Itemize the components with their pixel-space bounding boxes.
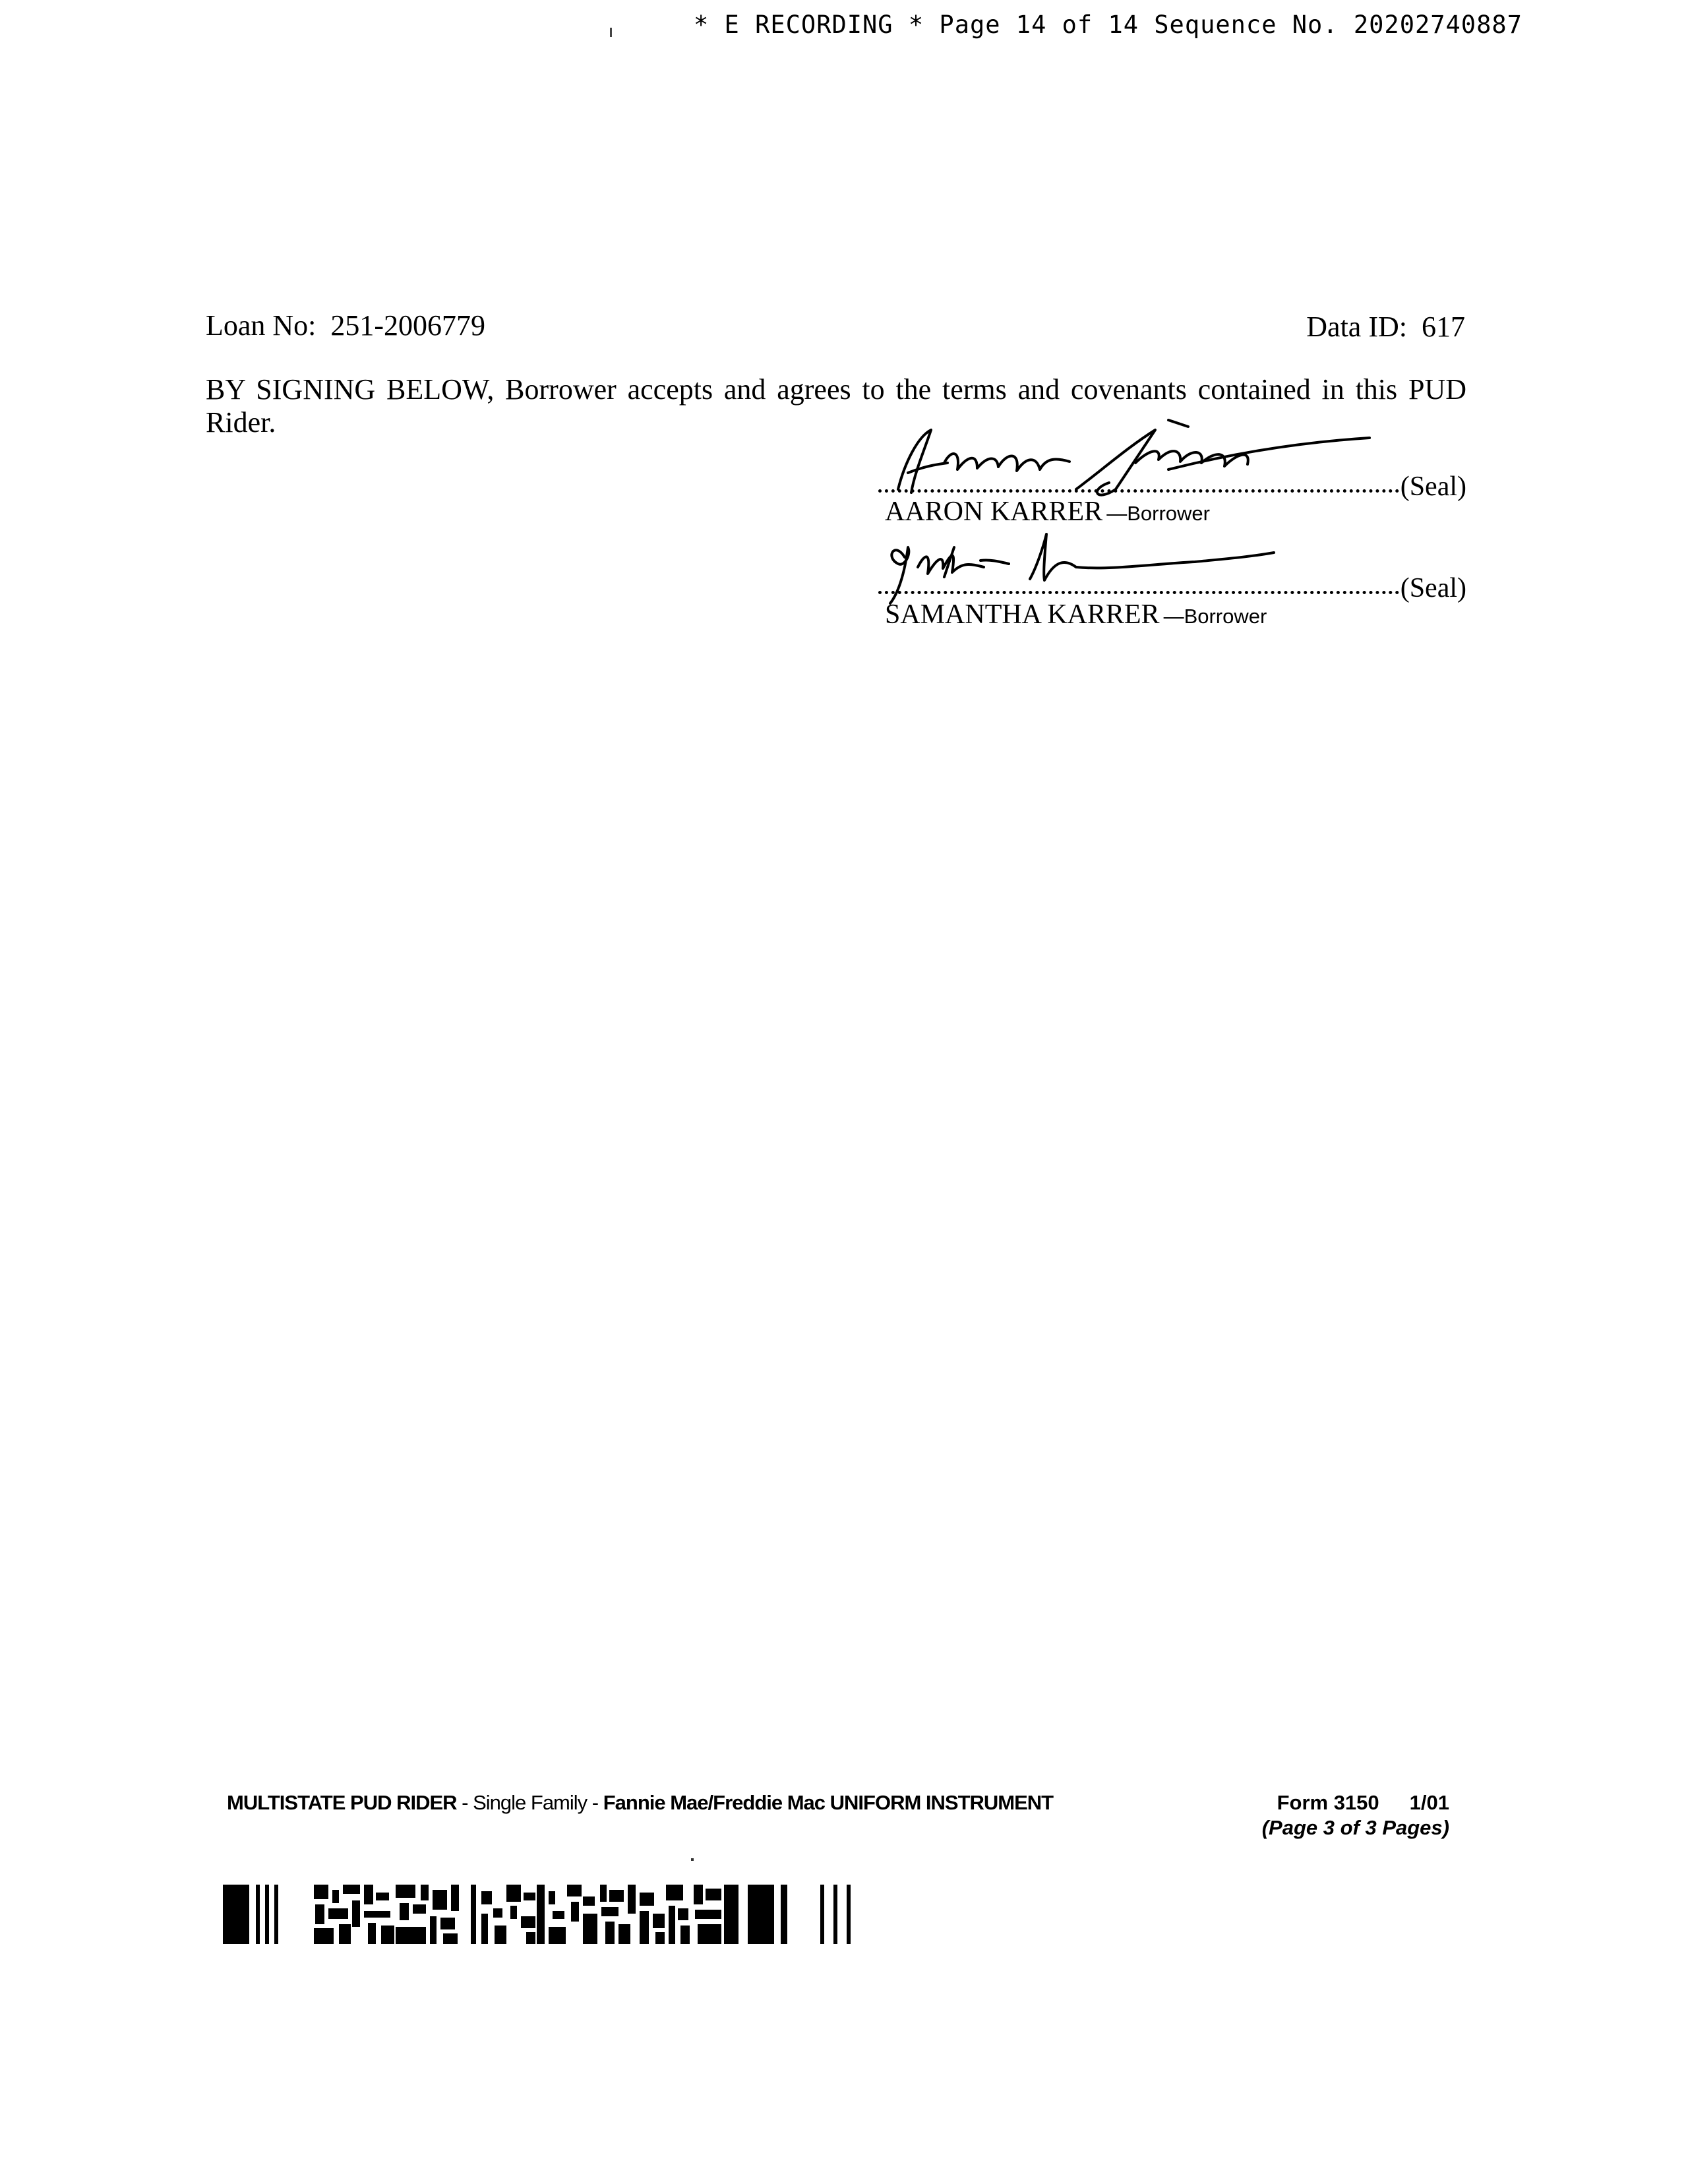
footer-form-number	[1277, 1791, 1449, 1815]
footer-title-part2: - Single Family -	[456, 1791, 603, 1814]
loan-number-line	[206, 309, 485, 342]
signer-role-1: —Borrower	[1106, 502, 1210, 525]
footer-title-part3: Fannie Mae/Freddie Mac UNIFORM INSTRUMENT	[603, 1791, 1054, 1814]
data-id-line	[1306, 310, 1465, 344]
scan-mark	[610, 28, 612, 37]
signer-name-2: SAMANTHA KARRER	[885, 599, 1160, 630]
form-number: Form 3150	[1277, 1791, 1379, 1814]
barcode-image	[223, 1885, 889, 1944]
signing-statement: BY SIGNING BELOW, Borrower accepts and agrees to the terms and covenants contained in this PUD Rider.	[206, 373, 1466, 439]
data-id-value: 617	[1422, 311, 1465, 343]
recording-header: * E RECORDING * Page 14 of 14 Sequence No. 20202740887	[694, 11, 1522, 39]
seal-label-2: (Seal)	[1400, 573, 1466, 603]
loan-number-label: Loan No:	[206, 309, 316, 342]
signer-role-2: —Borrower	[1163, 605, 1267, 628]
signature-line-2	[878, 591, 1399, 594]
signer-1	[885, 496, 1210, 528]
signer-2	[885, 599, 1267, 630]
form-date: 1/01	[1409, 1791, 1449, 1814]
footer-page-count: (Page 3 of 3 Pages)	[1261, 1816, 1449, 1839]
footer-title-part1: MULTISTATE PUD RIDER	[227, 1791, 457, 1814]
footer-form-title	[227, 1791, 1053, 1815]
seal-label-1: (Seal)	[1400, 471, 1466, 502]
scan-dot	[691, 1858, 694, 1861]
loan-number-value: 251-2006779	[330, 309, 486, 342]
data-id-label: Data ID:	[1306, 311, 1407, 343]
signer-name-1: AARON KARRER	[885, 497, 1103, 527]
handwritten-signature-1	[878, 410, 1379, 509]
signature-line-1	[878, 489, 1399, 493]
